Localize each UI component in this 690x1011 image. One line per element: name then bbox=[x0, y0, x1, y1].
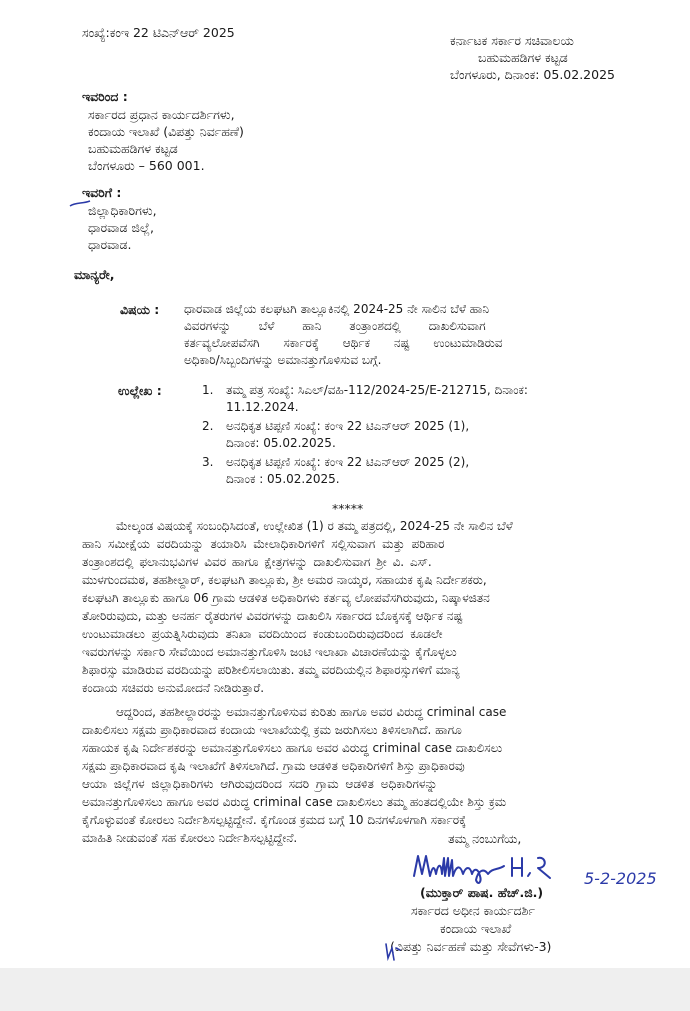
paragraph-line: ಉಂಟುಮಾಡಲು ಪ್ರಯತ್ನಿಸಿರುವುದು ತನಿಖಾ ವರದಿಯಿಂದ ಕಂಡುಬಂದಿರುವುದರಿಂದ ಕೂಡಲೇ bbox=[82, 627, 443, 641]
paragraph-line: ಅಮಾನತ್ತುಗೊಳಿಸಲು ಹಾಗೂ ಅವರ ವಿರುದ್ಧ criminal case ದಾಖಲಿಸಲು ತಮ್ಮ ಹಂತದಲ್ಲಿಯೇ ಶಿಸ್ತು ಕ್ರಮ bbox=[82, 795, 507, 809]
reference-item bbox=[202, 418, 622, 452]
from-line: ಕಂದಾಯ ಇಲಾಖೆ (ವಿಪತ್ತು ನಿರ್ವಹಣೆ) bbox=[88, 124, 244, 139]
to-line: ಧಾರವಾಡ. bbox=[88, 237, 132, 252]
subject-line: ಕರ್ತವ್ಯಲೋಪವೆಸಗಿ ಸರ್ಕಾರಕ್ಕೆ ಆರ್ಥಿಕ ನಷ್ಟ ಉಂಟುಮಾಡಿರುವ bbox=[184, 336, 503, 350]
paragraph-line: ಆಯಾ ಜಿಲ್ಲೆಗಳ ಜಿಲ್ಲಾಧಿಕಾರಿಗಳು ಆಗಿರುವುದರಿಂದ ಸದರಿ ಗ್ರಾಮ ಆಡಳಿತ ಅಧಿಕಾರಿಗಳನ್ನು bbox=[82, 777, 438, 791]
paragraph-line: ಮಾಹಿತಿ ನೀಡುವಂತೆ ಸಹ ಕೋರಲು ನಿರ್ದೇಶಿಸಲ್ಪಟ್ಟಿದ್ದೇನೆ. bbox=[82, 831, 298, 845]
paragraph-line: ಆದ್ದರಿಂದ, ತಹಶೀಲ್ದಾರರನ್ನು ಅಮಾನತ್ತುಗೊಳಿಸುವ ಕುರಿತು ಹಾಗೂ ಅವರ ವಿರುದ್ಧ criminal case bbox=[116, 705, 507, 719]
from-address bbox=[88, 106, 244, 174]
svg-text:5-2-2025: 5-2-2025 bbox=[584, 869, 657, 888]
reference-text: 11.12.2024. bbox=[226, 400, 299, 414]
reference-text: ದಿನಾಂಕ : 05.02.2025. bbox=[226, 472, 340, 486]
to-line: ಧಾರವಾಡ ಜಿಲ್ಲೆ, bbox=[88, 220, 154, 235]
paragraph-line: ಮೇಲ್ಕಂಡ ವಿಷಯಕ್ಕೆ ಸಂಬಂಧಿಸಿದಂತೆ, ಉಲ್ಲೇಖಿತ (1) ರ ತಮ್ಮ ಪತ್ರದಲ್ಲಿ, 2024-25 ನೇ ಸಾಲಿನ ಬೆಳೆ bbox=[116, 519, 513, 533]
subject-label: ವಿಷಯ : bbox=[120, 302, 160, 317]
paragraph-line: ತಂತ್ರಾಂಶದಲ್ಲಿ ಫಲಾನುಭವಿಗಳ ವಿವರ ಹಾಗೂ ಕ್ಷೇತ್ರಗಳನ್ನು ದಾಖಲಿಸುವಾಗ ಶ್ರೀ ವಿ. ಎಸ್. bbox=[82, 555, 432, 569]
reference-text: ದಿನಾಂಕ: 05.02.2025. bbox=[226, 436, 336, 450]
reference-number: 1. bbox=[202, 383, 214, 397]
reference-label: ಉಲ್ಲೇಖ : bbox=[118, 383, 162, 398]
from-line: ಸರ್ಕಾರದ ಪ್ರಧಾನ ಕಾರ್ಯದರ್ಶಿಗಳು, bbox=[88, 107, 235, 122]
reference-item bbox=[202, 454, 622, 488]
paragraph-line: ಇವರುಗಳನ್ನು ಸರ್ಕಾರಿ ಸೇವೆಯಿಂದ ಅಮಾನತ್ತುಗೊಳಿಸಿ ಜಂಟಿ ಇಲಾಖಾ ವಿಚಾರಣೆಯನ್ನು ಕೈಗೊಳ್ಳಲು bbox=[82, 645, 457, 659]
office-line: ಬಹುಮಹಡಿಗಳ ಕಟ್ಟಡ bbox=[478, 50, 568, 65]
paragraph-line: ಶಿಫಾರಸ್ಸು ಮಾಡಿರುವ ವರದಿಯನ್ನು ಪರಿಶೀಲಿಸಲಾಯಿತು. ತಮ್ಮ ವರದಿಯಲ್ಲಿನ ಶಿಫಾರಸ್ಸುಗಳಿಗೆ ಮಾನ್ಯ bbox=[82, 663, 460, 677]
paragraph-line: ಹಾನಿ ಸಮೀಕ್ಷೆಯ ವರದಿಯನ್ನು ತಯಾರಿಸಿ ಮೇಲಾಧಿಕಾರಿಗಳಿಗೆ ಸಲ್ಲಿಸುವಾಗ ಮತ್ತು ಪರಿಹಾರ bbox=[82, 537, 445, 551]
signatory-designation: ಸರ್ಕಾರದ ಅಧೀನ ಕಾರ್ಯದರ್ಶಿ bbox=[411, 903, 535, 918]
reference-number: ಸಂಖ್ಯೆ:ಕಂಇ 22 ಟಿಎನ್‌ಆರ್ 2025 bbox=[82, 25, 235, 40]
subject-line: ಧಾರವಾಡ ಜಿಲ್ಲೆಯ ಕಲಘಟಗಿ ತಾಲ್ಲೂಕಿನಲ್ಲಿ 2024-25 ನೇ ಸಾಲಿನ ಬೆಳೆ ಹಾನಿ bbox=[184, 302, 490, 316]
signatory-name: (ಮುಕ್ತಾರ್ ಪಾಷ. ಹೆಚ್.ಜಿ.) bbox=[420, 885, 544, 900]
paragraph-line: ಸಹಾಯಕ ಕೃಷಿ ನಿರ್ದೇಶಕರನ್ನು ಅಮಾನತ್ತುಗೊಳಿಸಲು ಹಾಗೂ ಅವರ ವಿರುದ್ಧ criminal case ದಾಖಲಿಸಲು bbox=[82, 741, 503, 755]
reference-text: ಅನಧಿಕೃತ ಟಿಪ್ಪಣಿ ಸಂಖ್ಯೆ: ಕಂಇ 22 ಟಿಎನ್‌ಆರ್ 2025 (2), bbox=[226, 455, 470, 469]
paragraph-line: ಮುಳಗುಂದಮಠ, ತಹಶೀಲ್ದಾರ್, ಕಲಘಟಗಿ ತಾಲ್ಲೂಕು, ಶ್ರೀ ಅಮರ ನಾಯ್ಕರ, ಸಹಾಯಕ ಕೃಷಿ ನಿರ್ದೇಶಕರು, bbox=[82, 573, 487, 587]
paragraph-line: ಕೈಗೊಳ್ಳುವಂತೆ ಕೋರಲು ನಿರ್ದೇಶಿಸಲ್ಪಟ್ಟಿದ್ದೇನೆ. ಕೈಗೊಂಡ ಕ್ರಮದ ಬಗ್ಗೆ 10 ದಿನಗಳೊಳಗಾಗಿ ಸರ್ಕಾರಕ್ಕೆ bbox=[82, 813, 467, 827]
from-label: ಇವರಿಂದ : bbox=[82, 89, 128, 104]
subject-text bbox=[184, 301, 620, 369]
paragraph-line: ಸಕ್ಷಮ ಪ್ರಾಧಿಕಾರವಾದ ಕೃಷಿ ಇಲಾಖೆಗೆ ತಿಳಿಸಲಾಗಿದೆ. ಗ್ರಾಮ ಆಡಳಿತ ಅಧಿಕಾರಿಗಳಿಗೆ ಶಿಸ್ತು ಪ್ರಾಧಿಕಾರವು bbox=[82, 759, 465, 773]
reference-list bbox=[202, 382, 622, 488]
body-paragraph-2 bbox=[82, 703, 627, 847]
reference-item bbox=[202, 382, 622, 416]
reference-number: 2. bbox=[202, 419, 214, 433]
salutation: ಮಾನ್ಯರೇ, bbox=[74, 267, 115, 282]
office-date: ಬೆಂಗಳೂರು, ದಿನಾಂಕ: 05.02.2025 bbox=[450, 67, 615, 82]
to-address bbox=[88, 202, 157, 253]
separator: ***** bbox=[332, 501, 364, 516]
pen-initial-mark bbox=[382, 940, 404, 964]
paragraph-line: ಕಂದಾಯ ಸಚಿವರು ಅನುಮೋದನೆ ನೀಡಿರುತ್ತಾರೆ. bbox=[82, 681, 265, 695]
subject-line: ವಿವರಗಳನ್ನು ಬೆಳೆ ಹಾನಿ ತಂತ್ರಾಂಶದಲ್ಲಿ ದಾಖಲಿಸುವಾಗ bbox=[184, 319, 486, 333]
reference-text: ಅನಧಿಕೃತ ಟಿಪ್ಪಣಿ ಸಂಖ್ಯೆ: ಕಂಇ 22 ಟಿಎನ್‌ಆರ್ 2025 (1), bbox=[226, 419, 470, 433]
signatory-section: (ವಿಪತ್ತು ನಿರ್ವಹಣೆ ಮತ್ತು ಸೇವೆಗಳು-3) bbox=[390, 939, 552, 954]
subject-line: ಅಧಿಕಾರಿ/ಸಿಬ್ಬಂದಿಗಳನ್ನು ಅಮಾನತ್ತುಗೊಳಿಸುವ ಬಗ್ಗೆ. bbox=[184, 353, 382, 367]
paragraph-line: ಕಲಘಟಗಿ ತಾಲ್ಲೂಕು ಹಾಗೂ 06 ಗ್ರಾಮ ಆಡಳಿತ ಅಧಿಕಾರಿಗಳು ಕರ್ತವ್ಯ ಲೋಪವೆಸಗಿರುವುದು, ನಿಷ್ಕಾಳಜಿತನ bbox=[82, 591, 490, 605]
to-label: ಇವರಿಗೆ : bbox=[82, 185, 122, 200]
reference-text: ತಮ್ಮ ಪತ್ರ ಸಂಖ್ಯೆ: ಸಿಎಲ್/ವಹಿ-112/2024-25/E-212715, ದಿನಾಂಕ: bbox=[226, 383, 528, 397]
to-line: ಜಿಲ್ಲಾಧಿಕಾರಿಗಳು, bbox=[88, 203, 157, 218]
paragraph-line: ತೋರಿರುವುದು, ಮತ್ತು ಅನರ್ಹ ರೈತರುಗಳ ವಿವರಗಳನ್ನು ದಾಖಲಿಸಿ ಸರ್ಕಾರದ ಬೊಕ್ಕಸಕ್ಕೆ ಆರ್ಥಿಕ ನಷ್ಟ bbox=[82, 609, 463, 623]
closing: ತಮ್ಮ ನಂಬುಗೆಯ, bbox=[448, 831, 522, 846]
office-line: ಕರ್ನಾಟಕ ಸರ್ಕಾರ ಸಚಿವಾಲಯ bbox=[450, 33, 574, 48]
office-address bbox=[450, 32, 670, 83]
reference-number: 3. bbox=[202, 455, 214, 469]
body-paragraph-1 bbox=[82, 517, 627, 697]
signatory-department: ಕಂದಾಯ ಇಲಾಖೆ bbox=[440, 921, 512, 936]
from-line: ಬೆಂಗಳೂರು – 560 001. bbox=[88, 158, 205, 173]
paragraph-line: ದಾಖಲಿಸಲು ಸಕ್ಷಮ ಪ್ರಾಧಿಕಾರವಾದ ಕಂದಾಯ ಇಲಾಖೆಯಲ್ಲಿ ಕ್ರಮ ಜರುಗಿಸಲು ತಿಳಿಸಲಾಗಿದೆ. ಹಾಗೂ bbox=[82, 723, 462, 737]
from-line: ಬಹುಮಹಡಿಗಳ ಕಟ್ಟಡ bbox=[88, 141, 178, 156]
